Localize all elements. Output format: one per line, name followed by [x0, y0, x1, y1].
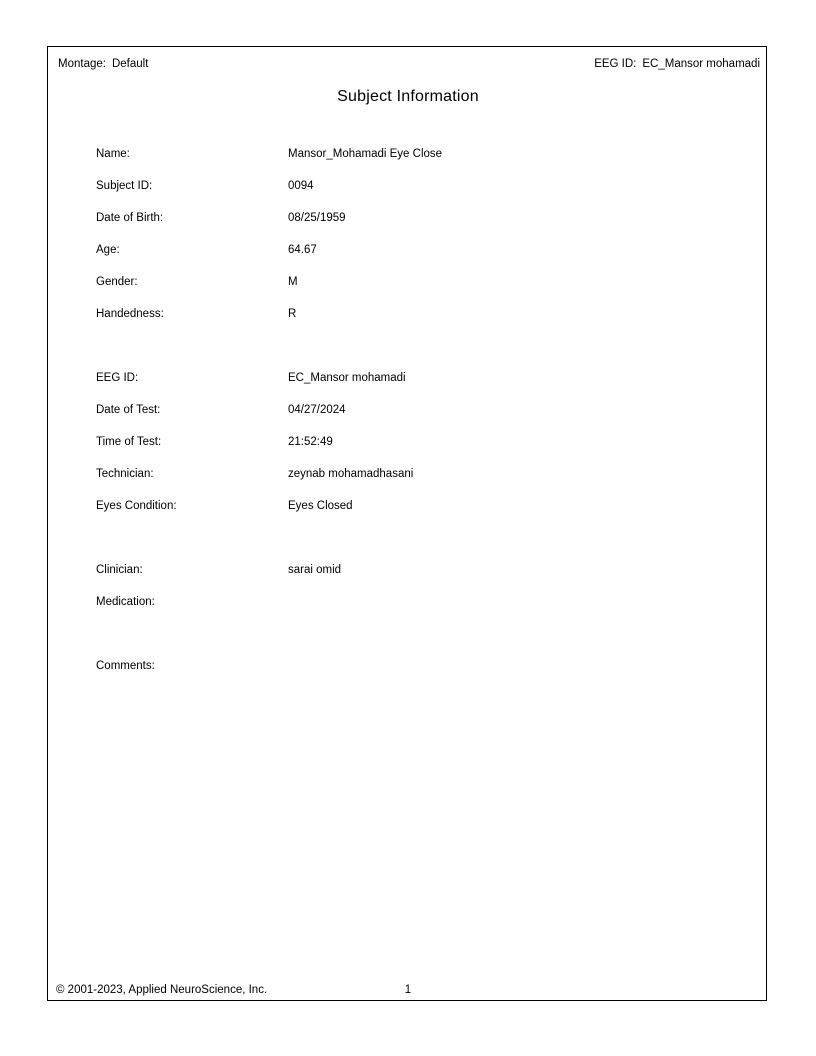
- field-row-subject-id: [0, 179, 816, 194]
- copyright-notice: © 2001-2023, Applied NeuroScience, Inc.: [56, 984, 268, 996]
- field-row-medication: [0, 595, 816, 610]
- montage-header: [58, 57, 148, 72]
- field-value: 08/25/1959: [288, 212, 346, 224]
- field-label: Subject ID:: [96, 180, 153, 192]
- eeg-id-header-label: EEG ID:: [594, 58, 637, 70]
- field-label: Time of Test:: [96, 436, 162, 448]
- field-label: Name:: [96, 148, 130, 160]
- field-value: M: [288, 276, 298, 288]
- montage-label: Montage:: [58, 58, 106, 70]
- field-label: Age:: [96, 244, 120, 256]
- field-value: 64.67: [288, 244, 317, 256]
- field-label: Clinician:: [96, 564, 143, 576]
- field-row-gender: [0, 275, 816, 290]
- page-title: Subject Information: [337, 88, 479, 105]
- page-number: 1: [404, 984, 412, 996]
- field-row-eyes-condition: [0, 499, 816, 514]
- field-row-technician: [0, 467, 816, 482]
- field-value: sarai omid: [288, 564, 342, 576]
- field-value: zeynab mohamadhasani: [288, 468, 414, 480]
- field-label: Eyes Condition:: [96, 500, 177, 512]
- field-value: 0094: [288, 180, 314, 192]
- field-row-handedness: [0, 307, 816, 322]
- field-value: EC_Mansor mohamadi: [288, 372, 406, 384]
- field-value: 21:52:49: [288, 436, 333, 448]
- field-row-clinician: [0, 563, 816, 578]
- field-label: EEG ID:: [96, 372, 139, 384]
- field-value: Eyes Closed: [288, 500, 353, 512]
- field-row-age: [0, 243, 816, 258]
- field-label: Handedness:: [96, 308, 164, 320]
- field-label: Date of Birth:: [96, 212, 164, 224]
- field-value: Mansor_Mohamadi Eye Close: [288, 148, 443, 160]
- field-row-date-of-test: [0, 403, 816, 418]
- field-label: Date of Test:: [96, 404, 161, 416]
- eeg-id-header-value: EC_Mansor mohamadi: [642, 58, 760, 70]
- montage-value: Default: [111, 58, 149, 70]
- field-row-eeg-id: [0, 371, 816, 386]
- field-label: Gender:: [96, 276, 138, 288]
- field-label: Medication:: [96, 596, 155, 608]
- field-value: R: [288, 308, 297, 320]
- field-label: Comments:: [96, 660, 155, 672]
- field-row-comments: [0, 659, 816, 674]
- field-row-name: [0, 147, 816, 162]
- eeg-id-header: [594, 57, 760, 72]
- field-value: 04/27/2024: [288, 404, 346, 416]
- field-label: Technician:: [96, 468, 154, 480]
- field-row-time-of-test: [0, 435, 816, 450]
- field-row-date-of-birth: [0, 211, 816, 226]
